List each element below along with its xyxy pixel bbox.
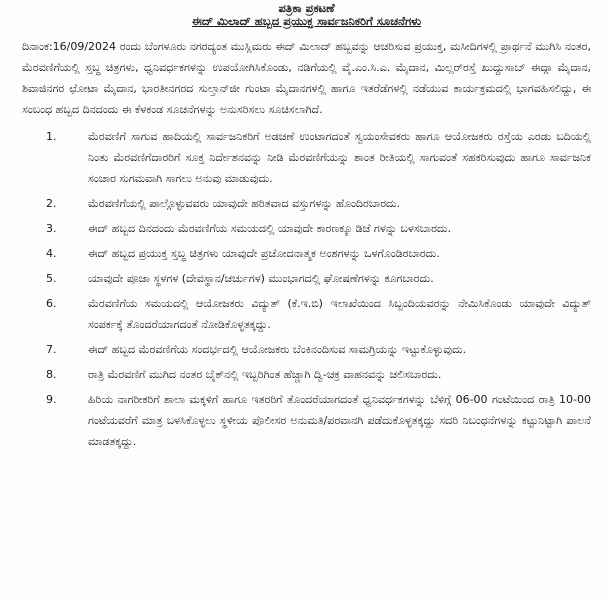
notice-date: ದಿನಾಂಕ:16/09/2024: [22, 40, 117, 53]
notice-subtitle: ಈದ್ ಮಿಲಾದ್ ಹಬ್ಬದ ಪ್ರಯುಕ್ತ ಸಾರ್ವಜನಿಕರಿಗೆ ಸೂಚನೆಗಳು: [191, 14, 422, 28]
rule-number: 7.: [46, 343, 57, 356]
rule-text: ಈದ್ ಹಬ್ಬದ ಪ್ರಯುಕ್ತ ಸ್ತಬ್ಧ ಚಿತ್ರಗಳು ಯಾವುದೇ ಪ್ರಚೋದನಾತ್ಮಕ ಅಂಶಗಳನ್ನು ಒಳಗೊಂಡಿರಬಾರದು.: [88, 247, 440, 260]
rule-text: ರಾತ್ರಿ ಮೆರವಣಿಗೆ ಮುಗಿದ ನಂತರ ಬೈಕ್‌ನಲ್ಲಿ ಇಬ್ಬರಿಗಿಂತ ಹೆಚ್ಚಾಗಿ ದ್ವಿ-ಚಕ್ರ ವಾಹನವನ್ನು ಚಲಿಸಬಾರದು.: [88, 368, 442, 381]
rule-number: 6.: [46, 297, 57, 310]
rule-item: [22, 339, 591, 360]
rule-item: [22, 193, 591, 214]
rule-number: 1.: [46, 130, 57, 143]
rule-number: 8.: [46, 368, 57, 381]
rule-number: 5.: [46, 272, 57, 285]
rule-item: [22, 268, 591, 289]
intro-text: ರಂದು ಬೆಂಗಳೂರು ನಗರದ್ಯಂತ ಮುಸ್ಲಿಮರು ಈದ್ ಮಿಲಾದ್ ಹಬ್ಬವನ್ನು ಆಚರಿಸುವ ಪ್ರಯುಕ್ತ, ಮಸೀದಿಗಳಲ್ಲಿ ಪ್ರಾರ್ಥನೆ ಮುಗಿಸಿ ನಂತರ, ಮೆರವಣಿಗೆಯಲ್ಲಿ ಸ್ತಬ್ಧ ಚಿತ್ರಗಳು, ಧ್ವನಿವರ್ಧಕಗಳನ್ನು ಉಪಯೋಗಿಸಿಕೊಂಡು, ನಡಿಗೆಯಲ್ಲಿ ವೈ.ಎಂ.ಸಿ.ಎ. ಮೈದಾನ, ಮಿಲ್ಲರ್‌ರಸ್ತೆ ಖುದ್ದುಸಾಬ್ ಈದ್ಗಾ ಮೈದಾನ, ಶಿವಾಜಿನಗರ ಛೋಟಾ ಮೈದಾನ, ಭಾರತೀನಗರದ ಸುಲ್ತಾನ್‌ಜೀ ಗುಂಟಾ ಮೈದಾನಗಳಲ್ಲಿ ಹಾಗೂ ಇತರೆಡೆಗಳಲ್ಲಿ ನಡೆಯುವ ಕಾರ್ಯಕ್ರಮದಲ್ಲಿ ಭಾಗವಹಿಸಲಿದ್ದು, ಈ ಸಂಬಂಧ ಹಬ್ಬದ ದಿನದಂದು ಈ ಕೆಳಕಂಡ ಸೂಚನೆಗಳನ್ನು ಅನುಸರಿಸಲು ಸೂಚಿಸಲಾಗಿದೆ.: [22, 40, 592, 116]
rule-number: 4.: [46, 247, 57, 260]
rule-item: [22, 364, 591, 385]
rule-text: ಹಿರಿಯ ನಾಗರೀಕರಿಗೆ ಶಾಲಾ ಮಕ್ಕಳಿಗೆ ಹಾಗೂ ಇತರರಿಗೆ ತೊಂದರೆಯಾಗದಂತೆ ಧ್ವನಿವರ್ಧಕಗಳನ್ನು ಬೆಳಿಗ್ಗೆ 06-00 ಗಂಟೆಯಿಂದ ರಾತ್ರಿ 10-00 ಗಂಟೆಯವರೆಗೆ ಮಾತ್ರ ಬಳಸಿಕೊಳ್ಳಲು ಸ್ಥಳೀಯ ಪೊಲೀಸರ ಅನುಮತಿ/ಪರವಾನಗಿ ಪಡೆದುಕೊಳ್ಳತಕ್ಕದ್ದು ಸದರಿ ನಿಬಂಧನೆಗಳನ್ನು ಕಟ್ಟುನಿಟ್ಟಾಗಿ ಪಾಲನೆ ಮಾಡತಕ್ಕದ್ದು.: [88, 393, 591, 448]
intro-paragraph: [22, 36, 591, 120]
rule-item: [22, 126, 591, 189]
rule-text: ಯಾವುದೇ ಪೂಜಾ ಸ್ಥಳಗಳ (ದೇವಸ್ಥಾನ/ಚರ್ಚುಗಳ) ಮುಂಭಾಗದಲ್ಲಿ ಘೋಷಣೆಗಳನ್ನು ಕೂಗಬಾರದು.: [88, 272, 434, 285]
rule-item: [22, 293, 591, 335]
rule-item: [22, 218, 591, 239]
rule-item: [22, 389, 591, 452]
rule-number: 3.: [46, 222, 57, 235]
rule-text: ಮೆರವಣಿಗೆಯ ಸಮಯದಲ್ಲಿ ಆಯೋಜಕರು ವಿದ್ಯುತ್ (ಕೆ.ಇ.ಬಿ) ಇಲಾಖೆಯಿಂದ ಸಿಬ್ಬಂದಿಯವರನ್ನು ನೇಮಿಸಿಕೊಂಡು ಯಾವುದೇ ವಿದ್ಯುತ್ ಸಂಪರ್ಕಕ್ಕೆ ತೊಂದರೆಯಾಗದಂತೆ ನೋಡಿಕೊಳ್ಳತಕ್ಕದ್ದು.: [88, 297, 591, 331]
rule-item: [22, 243, 591, 264]
press-release-title: ಪತ್ರಿಕಾ ಪ್ರಕಟಣೆ: [278, 1, 335, 15]
rule-text: ಈದ್ ಹಬ್ಬದ ಮೆರವಣಿಗೆಯ ಸಂದರ್ಭದಲ್ಲಿ ಆಯೋಜಕರು ಬೆಂಕಿನಂದಿಸುವ ಸಾಮಗ್ರಿಯನ್ನು ಇಟ್ಟುಕೊಳ್ಳುವುದು.: [88, 343, 467, 356]
rule-text: ಮೆರವಣಿಗೆಯಲ್ಲಿ ಪಾಲ್ಗೊಳ್ಳುವವರು ಯಾವುದೇ ಹರಿತವಾದ ವಸ್ತುಗಳನ್ನು ಹೊಂದಿರಬಾರದು.: [88, 197, 401, 210]
document-page: [0, 2, 609, 602]
rule-text: ಮೆರವಣಿಗೆ ಸಾಗುವ ಹಾದಿಯಲ್ಲಿ ಸಾರ್ವಜನಿಕರಿಗೆ ಅಡಚಣೆ ಉಂಟಾಗದಂತೆ ಸ್ವಯಂಸೇವಕರು ಹಾಗೂ ಆಯೋಜಕರು ರಸ್ತೆಯ ಎರಡು ಬದಿಯಲ್ಲಿ ನಿಂತು ಮೆರವಣಿಗೆದಾರರಿಗೆ ಸೂಕ್ತ ನಿರ್ದೇಶನವನ್ನು ನೀಡಿ ಮೆರವಣಿಗೆಯನ್ನು ಶಾಂತ ರೀತಿಯಲ್ಲಿ ಸಾಗುವಂತೆ ಸಹಕರಿಸುವುದು ಹಾಗೂ ಸಾರ್ವಜನಿಕ ಸಂಚಾರ ಸುಗಮವಾಗಿ ಸಾಗಲು ಅನುವು ಮಾಡುವುದು.: [88, 130, 591, 185]
rule-number: 2.: [46, 197, 57, 210]
rule-number: 9.: [46, 393, 57, 406]
document-heading: [22, 2, 591, 28]
rule-text: ಈದ್ ಹಬ್ಬದ ದಿನದಂದು ಮೆರವಣಿಗೆಯ ಸಮಯದಲ್ಲಿ ಯಾವುದೇ ಕಾರಣಕ್ಕೂ ಡಿಜೆ ಗಳನ್ನು ಬಳಸಬಾರದು.: [88, 222, 451, 235]
rules-list: [22, 126, 591, 452]
